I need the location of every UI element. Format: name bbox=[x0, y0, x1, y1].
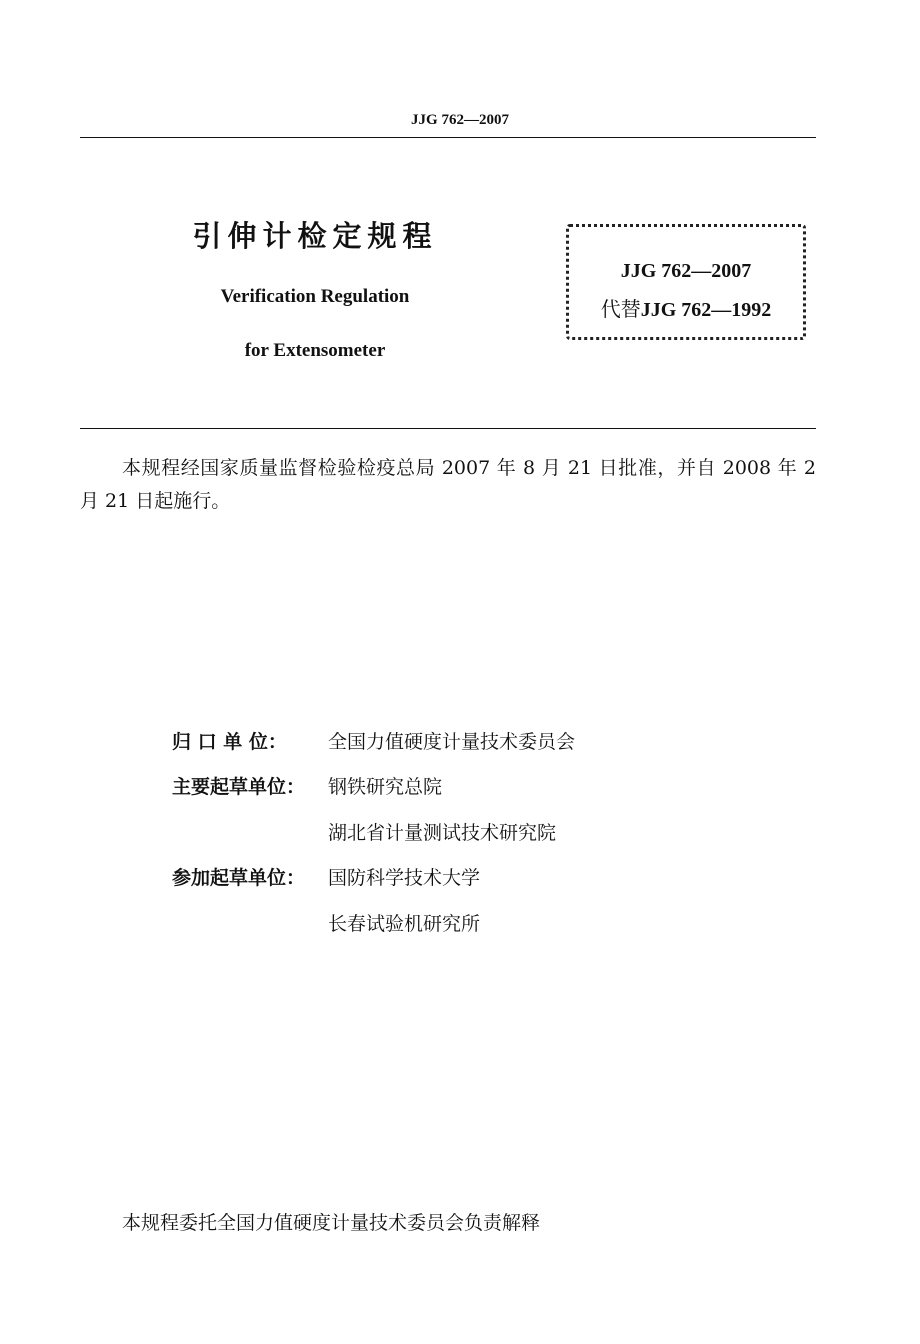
header-rule bbox=[80, 137, 816, 138]
unit-row-main-drafter-2 bbox=[172, 821, 556, 845]
replaced-standard-code: JJG 762—1992 bbox=[640, 299, 772, 321]
unit-label: 参加起草单位： bbox=[172, 867, 306, 889]
unit-value: 全国力值硬度计量技术委员会 bbox=[328, 731, 576, 753]
title-english-line2: for Extensometer bbox=[244, 340, 386, 361]
unit-label: 归 口 单 位： bbox=[172, 731, 287, 753]
interpretation-note: 本规程委托全国力值硬度计量技术委员会负责解释 bbox=[122, 1212, 541, 1234]
title-chinese: 引伸计检定规程 bbox=[192, 219, 438, 253]
replaces-code bbox=[566, 293, 806, 322]
section-rule bbox=[80, 428, 816, 429]
approval-statement: 本规程经国家质量监督检验检疫总局 2007 年 8 月 21 日批准，并自 2008 年 2 月 21 日起施行。 bbox=[80, 457, 816, 512]
unit-row-responsible bbox=[172, 730, 575, 754]
unit-row-main-drafter bbox=[172, 775, 442, 799]
unit-row-participating-drafter-2 bbox=[172, 912, 480, 936]
unit-value: 长春试验机研究所 bbox=[328, 913, 481, 935]
unit-row-participating-drafter bbox=[172, 866, 480, 890]
unit-value: 湖北省计量测试技术研究院 bbox=[328, 822, 557, 844]
unit-value: 国防科学技术大学 bbox=[328, 867, 481, 889]
unit-label: 主要起草单位： bbox=[172, 776, 306, 798]
unit-value: 钢铁研究总院 bbox=[328, 776, 443, 798]
running-header-code: JJG 762—2007 bbox=[411, 112, 509, 128]
title-english-line1: Verification Regulation bbox=[220, 286, 410, 307]
replaces-prefix: 代替 bbox=[600, 297, 641, 321]
standard-code: JJG 762—2007 bbox=[620, 260, 752, 282]
